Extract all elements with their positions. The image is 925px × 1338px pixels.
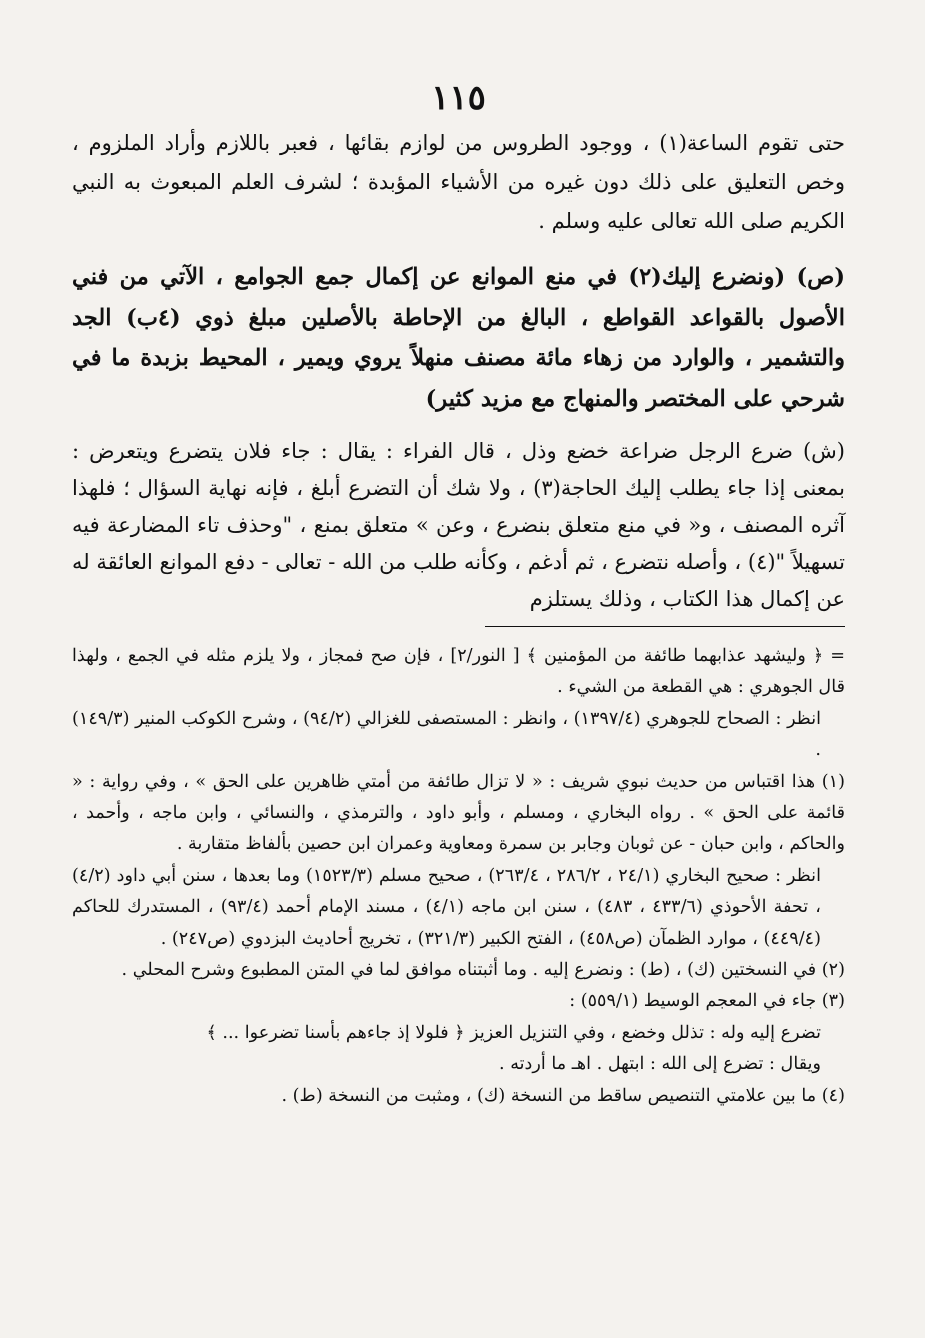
footnote-3: (٣) جاء في المعجم الوسيط (٥٥٩/١) : [569,991,845,1012]
sharh-paragraph: (ش) ضرع الرجل ضراعة خضع وذل ، قال الفراء : يقال : جاء فلان يتضرع ويتعرض : بمعنى إذا جاء يطلب إليك الحاجة(٣) ، ولا شك أن التضرع أبلغ ، فإنه نهاية السؤال ؛ فلهذا آثره المصنف ، و« في منع متعلق بنضرع ، وعن » متعلق بمنع ، "وحذف تاء المضارعة فيه تسهيلاً "(٤) ، وأصله نتضرع ، ثم أدغم ، وكأنه طلب من الله - تعالى - دفع الموانع العائقة له عن إكمال هذا الكتاب ، وذلك يستلزم [72,439,846,611]
footnote-1-references: انظر : صحيح البخاري (٢٤/١ ، ٢٨٦/٢ ، ٢٦٣/٤) ، صحيح مسلم (١٥٢٣/٣) وما بعدها ، سنن أبي داود (٤/٢) ، تحفة الأحوذي (٤٣٣/٦ ، ٤٨٣) ، سنن ابن ماجه (٤/١) ، مسند الإمام أحمد (٩٣/٤) ، المستدرك للحاكم (٤٤٩/٤) ، موارد الظمآن (ص٤٥٨) ، الفتح الكبير (٣٢١/٣) ، تخريج أحاديث البزدوي (ص٢٤٧) . [72,865,821,949]
footnote-4: (٤) ما بين علامتي التنصيص ساقط من النسخة (ك) ، ومثبت من النسخة (ط) . [281,1085,845,1106]
footnotes [72,641,845,1112]
footnote-divider [485,626,845,627]
top-paragraph: حتى تقوم الساعة(١) ، ووجود الطروس من لوازم بقائها ، فعبر باللازم وأراد الملزوم ، وخص التعليق على ذلك دون غيره من الأشياء المؤبدة ؛ لشرف العلم المبعوث به النبي الكريم صلى الله تعالى عليه وسلم . [72,131,845,233]
footnote-continued: = ﴿ وليشهد عذابهما طائفة من المؤمنين ﴾ [ النور/٢] ، فإن صح فمجاز ، ولا يلزم مثله في الجمع ، ولهذا قال الجوهري : هي القطعة من الشيء . [72,646,845,698]
page-number: ١١٥ [431,78,486,118]
footnote-1: (١) هذا اقتباس من حديث نبوي شريف : « لا تزال طائفة من أمتي ظاهرين على الحق » ، وفي رواية : « قائمة على الحق » . رواه البخاري ، ومسلم ، وأبو داود ، والترمذي ، والنسائي ، وابن ماجه ، وأحمد ، والحاكم ، وابن حبان - عن ثوبان وجابر بن سمرة ومعاوية وعمران ابن حصين بألفاظ متقاربة . [72,771,845,855]
footnote-3-quote: تضرع إليه وله : تذلل وخضع ، وفي التنزيل العزيز ﴿ فلولا إذ جاءهم بأسنا تضرعوا ... ﴾ [206,1022,821,1043]
footnote-3-addendum: ويقال : تضرع إلى الله : ابتهل . اهـ ما أردته . [499,1054,821,1075]
footnote-continued-reference: انظر : الصحاح للجوهري (١٣٩٧/٤) ، وانظر : المستصفى للغزالي (٩٤/٢) ، وشرح الكوكب المنير (١٤٩/٣) . [72,708,821,761]
matn-paragraph: (ص) (ونضرع إليك(٢) في منع الموانع عن إكمال جمع الجوامع ، الآتي من فني الأصول بالقواعد القواطع ، البالغ من الإحاطة بالأصلين مبلغ ذوي (٤ب) الجد والتشمير ، والوارد من زهاء مائة مصنف منهلاً يروي ويمير ، المحيط بزبدة ما في شرحي على المختصر والمنهاج مع مزيد كثير) [72,264,845,412]
footnote-2: (٢) في النسختين (ك) ، (ط) : ونضرع إليه . وما أثبتناه موافق لما في المتن المطبوع وشرح المحلي . [121,960,845,981]
